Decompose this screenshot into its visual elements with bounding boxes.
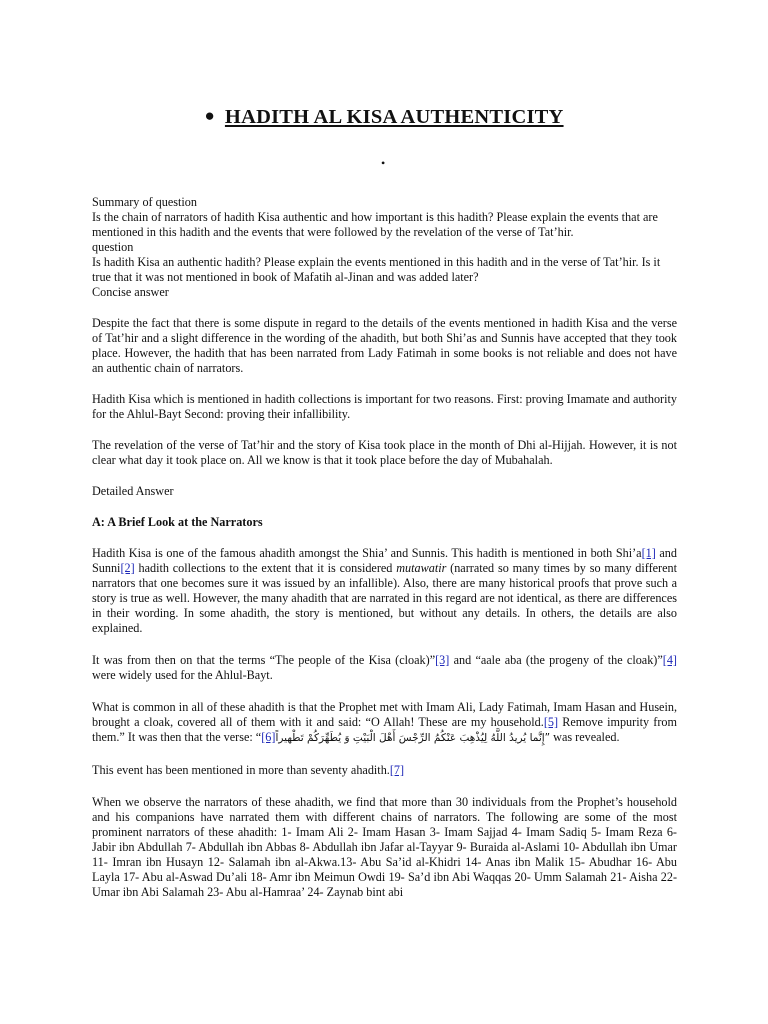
detailed-p3-text-a: What is common in all of these ahadith is that the Prophet met with Imam Ali, Lady Fatimah, Imam Hasan and Husein, brought a cloak, covered all of them with it and said: “O Allah! These are my household. — [92, 700, 677, 729]
detailed-paragraph-5: When we observe the narrators of these ahadith, we find that more than 30 individuals from the Prophet’s household and his companions have narrated them with different chains of narrators. The following are some of the most prominent narrators of these ahadith: 1- Imam Ali 2- Imam Hasan 3- Imam Sajjad 4- Imam Sadiq 5- Imam Reza 6- Jabir ibn Abdullah 7- Abdullah ibn Abbas 8- Abdullah ibn Jafar al-Tayyar 9- Buraida al-Aslami 10- Abdullah ibn Umar 11- Imran ibn Husayn 12- Salamah ibn al-Akwa.13- Abu Sa’id al-Khidri 14- Anas ibn Malik 15- Abudhar 16- Abu Layla 17- Abu al-Aswad Du’ali 18- Amr ibn Meimun Owdi 19- Sa’d ibn Abi Waqqas 20- Umm Salamah 21- Aisha 22- Umar ibn Abi Salamah 23- Abu al-Hamraa’ 24- Zaynab bint abi — [92, 795, 677, 899]
summary-label: Summary of question — [92, 195, 197, 209]
footnote-link-1[interactable]: [1] — [641, 546, 656, 560]
footnote-link-2[interactable]: [2] — [120, 561, 135, 575]
detailed-p2-text-a: It was from then on that the terms “The people of the Kisa (cloak)” — [92, 653, 436, 667]
document-title — [0, 106, 768, 129]
document-body — [92, 195, 677, 900]
detailed-p1-text-b: and Sunni — [92, 546, 677, 575]
detailed-paragraph-3 — [92, 700, 677, 746]
footnote-link-5[interactable]: [5] — [543, 715, 559, 729]
question-text: Is hadith Kisa an authentic hadith? Please explain the events mentioned in this hadith and in the verse of Tat’hir. Is it true that it was not mentioned in book of Mafatih al-Jinan and was added later? — [92, 255, 661, 284]
sub-bullet: • — [381, 156, 386, 170]
footnote-link-4[interactable]: [4] — [662, 653, 677, 667]
detailed-p3-text-c: was revealed. — [550, 730, 620, 744]
detailed-paragraph-2 — [92, 653, 677, 683]
concise-answer-label: Concise answer — [92, 285, 169, 299]
concise-paragraph-2: Hadith Kisa which is mentioned in hadith collections is important for two reasons. First: proving Imamate and authority for the Ahlul-Bayt Second: proving their infallibility. — [92, 392, 677, 421]
detailed-p4-text: This event has been mentioned in more than seventy ahadith. — [92, 763, 390, 777]
arabic-verse: ”إِنَّما يُريدُ اللَّهُ لِيُذْهِبَ عَنْكُمُ الرِّجْسَ أَهْلَ الْبَيْتِ وَ يُطَهِّرَكُمْ تَطْهيراً — [275, 732, 551, 744]
section-heading-a: A: A Brief Look at the Narrators — [92, 515, 263, 529]
concise-paragraph-3: The revelation of the verse of Tat’hir and the story of Kisa took place in the month of Dhi al-Hijjah. However, it is not clear what day it took place on. All we know is that it took place before the day of Mubahalah. — [92, 438, 677, 467]
summary-text: Is the chain of narrators of hadith Kisa authentic and how important is this hadith? Please explain the events that are mentioned in this hadith and the events that were followed by the revelation of the verse of Tat’hir. — [92, 210, 658, 239]
footnote-link-7[interactable]: [7] — [389, 763, 405, 777]
footnote-link-6[interactable]: [6] — [261, 730, 276, 744]
detailed-p1-text-a: Hadith Kisa is one of the famous ahadith amongst the Shia’ and Sunnis. This hadith is mentioned in both Shi’a — [92, 546, 642, 560]
mutawatir-term: mutawatir — [396, 561, 447, 575]
footnote-link-3[interactable]: [3] — [435, 653, 450, 667]
question-label: question — [92, 240, 134, 254]
detailed-p1-text-c: hadith collections to the extent that it is considered — [134, 561, 397, 575]
detailed-p2-text-b: and “aale aba (the progeny of the cloak)” — [449, 653, 663, 667]
title-bullet: ● — [204, 106, 215, 125]
detailed-paragraph-1 — [92, 546, 677, 636]
title-text: HADITH AL KISA AUTHENTICITY — [224, 106, 564, 128]
detailed-p1-text-d: (narrated so many times by so many different narrators that one becomes sure it was issued by an infallible). Also, there are many historical proofs that prove such a story is true as well. However, the many ahadith that are narrated in this regard are not identical, as there are differences in their wording. In some ahadith, the story is mentioned, but without any details. In others, the details are also explained. — [92, 561, 678, 635]
detailed-p2-text-c: were widely used for the Ahlul-Bayt. — [92, 668, 273, 682]
detailed-p3-text-b: Remove impurity from them.” It was then that the verse: “ — [92, 715, 677, 744]
detailed-answer-label: Detailed Answer — [92, 484, 174, 498]
concise-paragraph-1: Despite the fact that there is some dispute in regard to the details of the events mentioned in hadith Kisa and the verse of Tat’hir and a slight difference in the wording of the ahadith, but both Shi’as and Sunnis have accepted that they took place. However, the hadith that has been narrated from Lady Fatimah in some books is not reliable and does not have an authentic chain of narrators. — [92, 316, 677, 375]
detailed-paragraph-4 — [92, 763, 677, 778]
